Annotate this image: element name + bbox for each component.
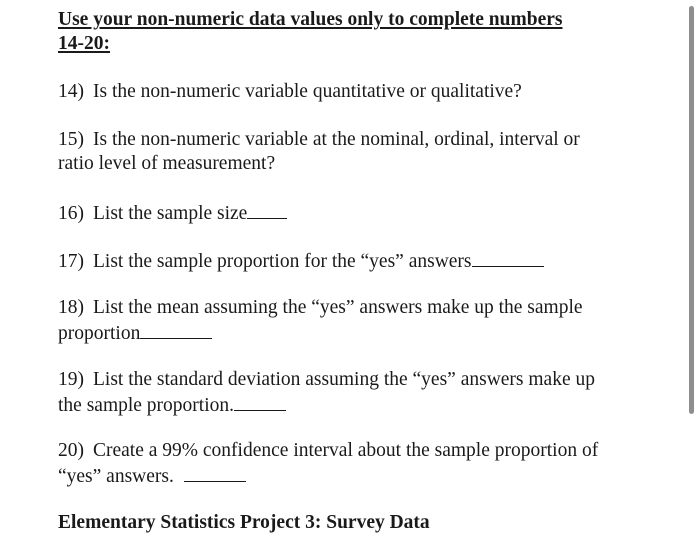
question-text: Is the non-numeric variable quantitative or qualitative? bbox=[93, 81, 522, 102]
answer-blank bbox=[234, 392, 286, 411]
question-text-line-2: ratio level of measurement? bbox=[58, 153, 276, 174]
question-15 bbox=[58, 128, 658, 176]
vertical-scrollbar[interactable] bbox=[689, 6, 694, 414]
question-text-line-2: “yes” answers. bbox=[58, 466, 174, 487]
answer-blank bbox=[247, 200, 287, 219]
question-number: 19) bbox=[58, 369, 84, 390]
question-17 bbox=[58, 248, 658, 274]
question-text-line-1: Create a 99% confidence interval about the sample proportion of bbox=[93, 440, 599, 461]
question-text-line-1: List the mean assuming the “yes” answers make up the sample bbox=[93, 297, 583, 318]
answer-blank bbox=[184, 463, 246, 482]
question-number: 16) bbox=[58, 203, 84, 224]
document-footer-title: Elementary Statistics Project 3: Survey Data bbox=[58, 512, 430, 533]
question-14 bbox=[58, 80, 658, 104]
instructions-heading bbox=[58, 8, 658, 56]
question-text-line-1: Is the non-numeric variable at the nominal, ordinal, interval or bbox=[93, 129, 580, 150]
question-20 bbox=[58, 439, 658, 489]
question-text-line-2: proportion bbox=[58, 323, 141, 344]
heading-line-1: Use your non-numeric data values only to complete numbers bbox=[58, 9, 563, 30]
question-16 bbox=[58, 200, 658, 226]
question-number: 20) bbox=[58, 440, 84, 461]
question-number: 17) bbox=[58, 251, 84, 272]
question-number: 18) bbox=[58, 297, 84, 318]
question-text: List the sample proportion for the “yes” answers bbox=[93, 251, 472, 272]
question-number: 14) bbox=[58, 81, 84, 102]
answer-blank bbox=[472, 248, 544, 267]
heading-line-2: 14-20: bbox=[58, 33, 110, 54]
answer-blank bbox=[140, 320, 212, 339]
question-number: 15) bbox=[58, 129, 84, 150]
question-text-line-2: the sample proportion. bbox=[58, 395, 235, 416]
question-text-line-1: List the standard deviation assuming the “yes” answers make up bbox=[93, 369, 595, 390]
question-18 bbox=[58, 296, 658, 346]
question-19 bbox=[58, 368, 658, 418]
question-text: List the sample size bbox=[93, 203, 248, 224]
